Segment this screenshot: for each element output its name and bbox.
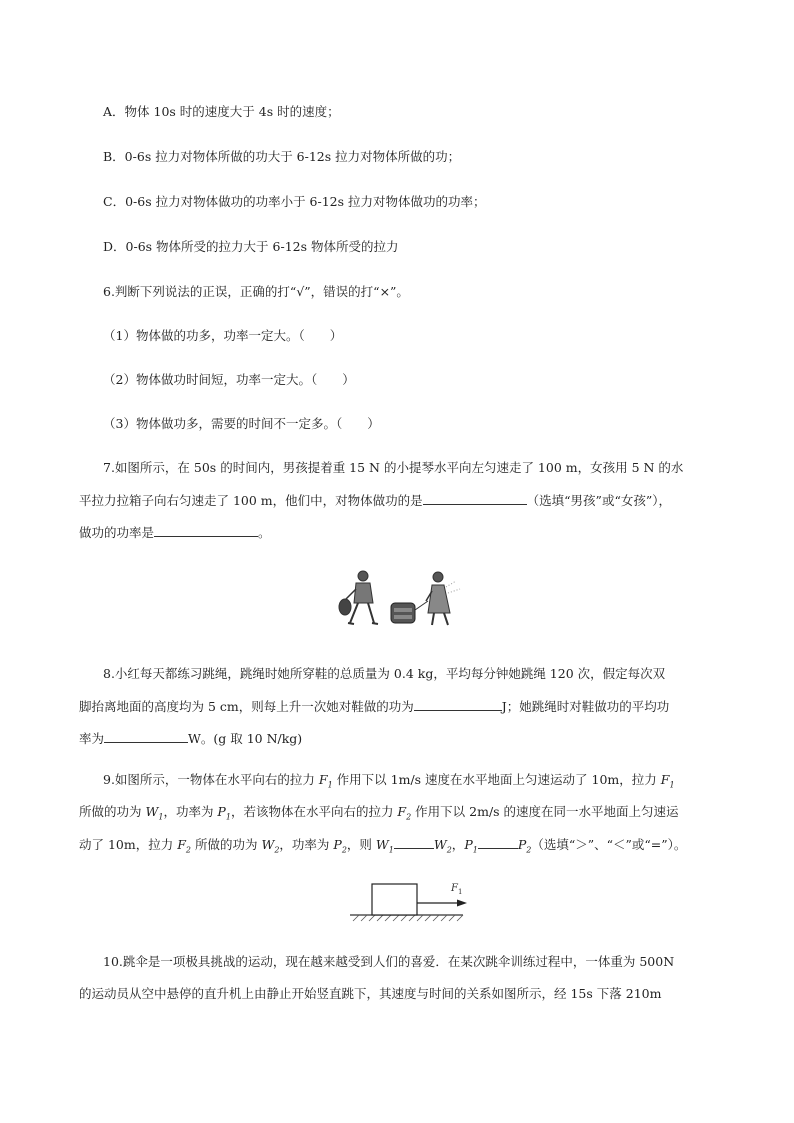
q7-line-2 (79, 491, 671, 510)
q9-text: ，功率为 (163, 804, 218, 819)
q7-answer-blank-1[interactable] (423, 491, 527, 505)
q5-option-c: C．0-6s 拉力对物体做功的功率小于 6-12s 拉力对物体做功的功率； (103, 194, 486, 209)
q9-text: 动了 10m，拉力 (79, 837, 178, 852)
boy-illustration (339, 571, 378, 624)
q9-text: 作用下以 1m/s 速度在水平地面上匀速运动了 10m，拉力 (332, 772, 661, 787)
q7-answer-blank-2[interactable] (154, 523, 258, 537)
q9-text: 9.如图所示，一物体在水平向右的拉力 (103, 772, 319, 787)
q7-text: 做功的功率是 (79, 525, 155, 540)
q8-text: W。(g 取 10 N/kg) (188, 731, 303, 746)
q7-text: 平拉力拉箱子向右匀速走了 100 m，他们中，对物体做功的是 (79, 493, 423, 508)
symbol-f1: $F_1$ (318, 772, 333, 790)
q9-text: ， (451, 837, 465, 852)
q9-text: 作用下以 2m/s 的速度在同一水平地面上匀速运 (411, 804, 679, 819)
symbol-w2: $W_2$ (261, 837, 280, 855)
symbol-p2: $P_2$ (333, 837, 347, 855)
block-force-figure (345, 875, 470, 925)
q7-text: （选填“男孩”或“女孩”）， (526, 493, 671, 508)
q8-answer-blank-1[interactable] (414, 697, 502, 711)
q9-text: （选填“＞”、“＜”或“=”）。 (531, 837, 687, 852)
q7-text: 。 (258, 525, 271, 540)
symbol-p2: $P_2$ (517, 837, 532, 855)
q6-item-3: （3）物体做功多，需要的时间不一定多。（ ） (103, 416, 380, 431)
q6-item-1: （1）物体做的功多，功率一定大。（ ） (103, 328, 343, 343)
symbol-w1: $W_1$ (375, 837, 394, 855)
q8-answer-blank-2[interactable] (104, 729, 188, 743)
q9-text: ，功率为 (279, 837, 334, 852)
q9-answer-blank-2[interactable] (478, 835, 518, 849)
q8-line-1: 8.小红每天都练习跳绳，跳绳时她所穿鞋的总质量为 0.4 kg，平均每分钟她跳绳 120 次，假定每次双 (103, 666, 666, 681)
boy-girl-figure (336, 567, 466, 629)
q6-stem: 6.判断下列说法的正误，正确的打“√”，错误的打“×”。 (103, 284, 409, 299)
q9-answer-blank-1[interactable] (394, 835, 434, 849)
q10-line-1: 10.跳伞是一项极具挑战的运动，现在越来越受到人们的喜爱．在某次跳伞训练过程中，一体重为 500N (103, 954, 675, 969)
symbol-p1: $P_1$ (464, 837, 478, 855)
symbol-p1: $P_1$ (217, 804, 231, 822)
q8-text: 脚抬离地面的高度均为 5 cm，则每上升一次她对鞋做的功为 (79, 699, 414, 714)
symbol-w2: $W_2$ (433, 837, 452, 855)
q9-text: 所做的功为 (79, 804, 146, 819)
q9-text: 所做的功为 (191, 837, 262, 852)
q5-option-a: A．物体 10s 时的速度大于 4s 时的速度； (103, 104, 340, 119)
q8-line-3 (79, 729, 302, 748)
q9-text: ，则 (346, 837, 376, 852)
q9-text: ，若该物体在水平向右的拉力 (230, 804, 398, 819)
q10-line-2: 的运动员从空中悬停的直升机上由静止开始竖直跳下，其速度与时间的关系如图所示，经 15s 下落 210m (79, 986, 662, 1001)
q5-option-b: B．0-6s 拉力对物体所做的功大于 6-12s 拉力对物体所做的功； (103, 149, 461, 164)
q9-line-1 (103, 771, 675, 795)
girl-illustration (426, 572, 460, 625)
q8-text: 率为 (79, 731, 105, 746)
symbol-w1: $W_1$ (145, 804, 164, 822)
q5-option-d: D．0-6s 物体所受的拉力大于 6-12s 物体所受的拉力 (103, 239, 399, 254)
q7-line-3 (79, 523, 271, 542)
box-illustration (391, 601, 428, 623)
force-label: F (451, 883, 458, 894)
symbol-f2: $F_2$ (397, 804, 412, 822)
force-label-subscript: 1 (458, 888, 463, 896)
symbol-f1: $F_1$ (660, 772, 675, 790)
q6-item-2: （2）物体做功时间短，功率一定大。（ ） (103, 372, 355, 387)
block (372, 884, 417, 915)
q7-line-1: 7.如图所示，在 50s 的时间内，男孩提着重 15 N 的小提琴水平向左匀速走了 100 m，女孩用 5 N 的水 (103, 460, 684, 475)
q9-line-2 (79, 803, 679, 827)
symbol-f2: $F_2$ (177, 837, 191, 855)
q8-text: J；她跳绳时对鞋做功的平均功 (501, 699, 670, 714)
q8-line-2 (79, 697, 669, 716)
q9-line-3 (79, 835, 686, 860)
